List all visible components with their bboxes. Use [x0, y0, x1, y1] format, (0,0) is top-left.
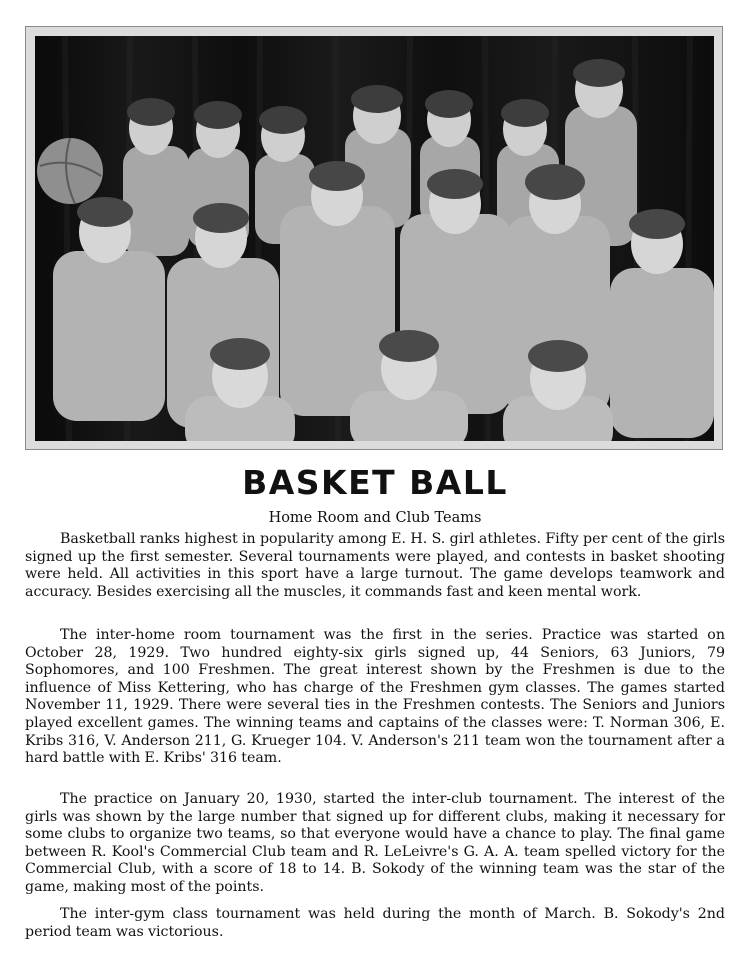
- team-photo-image: [35, 36, 714, 441]
- basketball-icon: [37, 138, 103, 204]
- paragraph-intro: Basketball ranks highest in popularity among E. H. S. girl athletes. Fifty per cent of the girls signed up the first semester. Several tournaments were played, and contests in basket shooting were held. All activities in this sport have a large turnout. The game develops teamwork and accuracy. Besides exercising all the muscles, it commands fast and keen mental work.: [25, 531, 725, 600]
- paragraph-gym-class-tournament: The inter-gym class tournament was held during the month of March. B. Sokody's 2nd period team was victorious.: [25, 906, 725, 940]
- photo-frame: [25, 26, 723, 450]
- paragraph-home-room-tournament: The inter-home room tournament was the first in the series. Practice was started on October 28, 1929. Two hundred eighty-six girls signed up, 44 Seniors, 63 Juniors, 79 Sophomores, and 100 Freshmen. The great interest shown by the Freshmen is due to the influence of Miss Kettering, who has charge of the Freshmen gym classes. The games started November 11, 1929. There were several ties in the Freshmen contests. The Seniors and Juniors played excellent games. The winning teams and captains of the classes were: T. Norman 306, E. Kribs 316, V. Anderson 211, G. Krueger 104. V. Anderson's 211 team won the tournament after a hard battle with E. Kribs' 316 team.: [25, 627, 725, 767]
- team-photo: [35, 36, 714, 441]
- paragraph-inter-club-tournament: The practice on January 20, 1930, started the inter-club tournament. The interest of the girls was shown by the large number that signed up for different clubs, making it necessary for some clubs to organize two teams, so that everyone would have a chance to play. The final game between R. Kool's Commercial Club team and R. LeLeivre's G. A. A. team spelled victory for the Commercial Club, with a score of 18 to 14. B. Sokody of the winning team was the star of the game, making most of the points.: [25, 791, 725, 895]
- page-subtitle: Home Room and Club Teams: [268, 510, 482, 526]
- page-title: BASKET BALL: [242, 463, 508, 502]
